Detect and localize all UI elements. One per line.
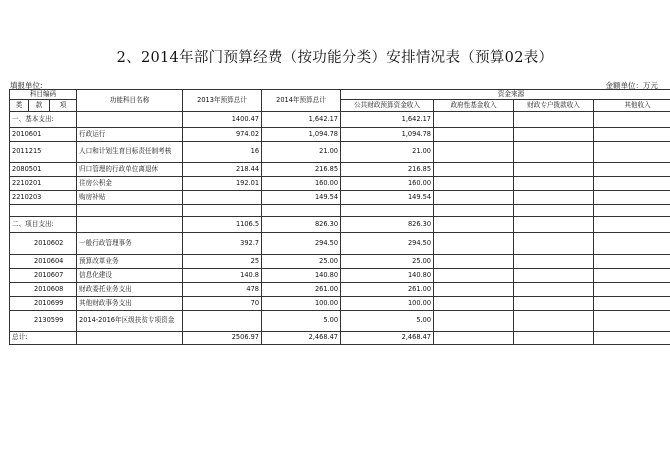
row-2013-total: 70 [183, 297, 262, 311]
row-other-income [594, 283, 670, 297]
table-row [10, 205, 670, 217]
row-public-income: 826.30 [341, 217, 434, 233]
row-2013-total [183, 311, 262, 332]
row-func-name [77, 205, 183, 217]
table-row [10, 297, 670, 311]
row-code [10, 205, 77, 217]
row-gov-fund-income [434, 297, 514, 311]
table-row [10, 142, 670, 163]
header-gov-fund-income: 政府性基金收入 [434, 100, 514, 112]
row-2014-total [262, 205, 341, 217]
row-gov-fund-income [434, 217, 514, 233]
row-other-income [594, 191, 670, 205]
row-special-transfer [514, 128, 594, 142]
row-special-transfer [514, 142, 594, 163]
row-special-transfer [514, 332, 594, 345]
row-2014-total: 1,642.17 [262, 112, 341, 128]
row-2013-total [183, 205, 262, 217]
table-row [10, 283, 670, 297]
row-other-income [594, 177, 670, 191]
row-special-transfer [514, 283, 594, 297]
row-public-income: 25.00 [341, 255, 434, 269]
row-public-income: 100.00 [341, 297, 434, 311]
amount-unit-label: 金额单位：万元 [605, 81, 658, 90]
row-public-income: 160.00 [341, 177, 434, 191]
row-2014-total: 5.00 [262, 311, 341, 332]
row-public-income: 21.00 [341, 142, 434, 163]
row-func-name: 信息化建设 [77, 269, 183, 283]
row-code: 2010604 [10, 255, 77, 269]
table-row [10, 177, 670, 191]
row-code: 2010601 [10, 128, 77, 142]
header-func-name: 功能科目名称 [77, 90, 183, 112]
row-other-income [594, 311, 670, 332]
row-other-income [594, 128, 670, 142]
row-2014-total: 826.30 [262, 217, 341, 233]
row-2014-total: 216.85 [262, 163, 341, 177]
row-gov-fund-income [434, 255, 514, 269]
row-2013-total: 218.44 [183, 163, 262, 177]
table-header [10, 90, 670, 112]
row-code: 2010607 [10, 269, 77, 283]
row-code: 总计: [10, 332, 77, 345]
row-2013-total: 1400.47 [183, 112, 262, 128]
row-2014-total: 294.50 [262, 233, 341, 255]
row-special-transfer [514, 177, 594, 191]
row-other-income [594, 142, 670, 163]
row-other-income [594, 205, 670, 217]
table-row [10, 255, 670, 269]
row-gov-fund-income [434, 311, 514, 332]
row-gov-fund-income [434, 332, 514, 345]
row-2014-total: 140.80 [262, 269, 341, 283]
row-2014-total: 149.54 [262, 191, 341, 205]
header-total-2014: 2014年预算总计 [262, 90, 341, 112]
row-func-name [77, 332, 183, 345]
row-2014-total: 160.00 [262, 177, 341, 191]
row-code: 2011215 [10, 142, 77, 163]
row-public-income: 5.00 [341, 311, 434, 332]
header-public-income: 公共财政预算资金收入 [341, 100, 434, 112]
row-2014-total: 1,094.78 [262, 128, 341, 142]
row-other-income [594, 269, 670, 283]
table-row [10, 332, 670, 345]
table-body [10, 112, 670, 345]
row-2014-total: 2,468.47 [262, 332, 341, 345]
row-public-income: 261.00 [341, 283, 434, 297]
row-public-income: 216.85 [341, 163, 434, 177]
page-title: 2、2014年部门预算经费（按功能分类）安排情况表（预算02表） [116, 50, 554, 66]
row-gov-fund-income [434, 205, 514, 217]
table-row [10, 191, 670, 205]
row-other-income [594, 112, 670, 128]
row-func-name [77, 217, 183, 233]
row-other-income [594, 163, 670, 177]
header-total-2013: 2013年预算总计 [183, 90, 262, 112]
table-row [10, 217, 670, 233]
row-2013-total: 140.8 [183, 269, 262, 283]
row-2013-total: 392.7 [183, 233, 262, 255]
row-2013-total: 25 [183, 255, 262, 269]
header-lei: 类 [10, 100, 29, 112]
row-special-transfer [514, 255, 594, 269]
row-func-name: 行政运行 [77, 128, 183, 142]
row-gov-fund-income [434, 269, 514, 283]
table-row [10, 112, 670, 128]
filler-unit-label: 填报单位: [10, 81, 43, 90]
row-gov-fund-income [434, 233, 514, 255]
row-other-income [594, 255, 670, 269]
header-fund-source: 资金来源 [341, 90, 670, 100]
row-func-name: 其他财政事务支出 [77, 297, 183, 311]
table-row [10, 233, 670, 255]
row-2013-total: 1106.5 [183, 217, 262, 233]
row-special-transfer [514, 205, 594, 217]
row-code: 2010608 [10, 283, 77, 297]
row-2014-total: 25.00 [262, 255, 341, 269]
row-special-transfer [514, 163, 594, 177]
row-other-income [594, 332, 670, 345]
row-func-name [77, 112, 183, 128]
row-2013-total: 192.01 [183, 177, 262, 191]
table-row [10, 311, 670, 332]
row-func-name: 预算改革业务 [77, 255, 183, 269]
row-public-income: 140.80 [341, 269, 434, 283]
row-code: 2080501 [10, 163, 77, 177]
row-code: 二、项目支出: [10, 217, 77, 233]
row-gov-fund-income [434, 177, 514, 191]
table-row [10, 128, 670, 142]
row-func-name: 购房补贴 [77, 191, 183, 205]
row-gov-fund-income [434, 163, 514, 177]
row-2014-total: 261.00 [262, 283, 341, 297]
row-code: 2010699 [10, 297, 77, 311]
row-other-income [594, 233, 670, 255]
header-special-transfer: 财政专户拨款收入 [514, 100, 594, 112]
row-special-transfer [514, 233, 594, 255]
table-row [10, 163, 670, 177]
row-gov-fund-income [434, 112, 514, 128]
row-special-transfer [514, 297, 594, 311]
row-2014-total: 21.00 [262, 142, 341, 163]
row-func-name: 2014-2016年区级扶贫专项资金 [77, 311, 183, 332]
row-code: 2210203 [10, 191, 77, 205]
header-xiang: 项 [50, 100, 77, 112]
row-code: 2010602 [10, 233, 77, 255]
row-special-transfer [514, 269, 594, 283]
row-public-income: 149.54 [341, 191, 434, 205]
row-code: 2130599 [10, 311, 77, 332]
row-2013-total: 974.02 [183, 128, 262, 142]
row-2013-total: 478 [183, 283, 262, 297]
row-public-income [341, 205, 434, 217]
row-gov-fund-income [434, 191, 514, 205]
row-2013-total: 16 [183, 142, 262, 163]
row-code: 2210201 [10, 177, 77, 191]
row-2014-total: 100.00 [262, 297, 341, 311]
row-func-name: 归口管理的行政单位离退休 [77, 163, 183, 177]
row-special-transfer [514, 112, 594, 128]
row-code: 一、基本支出: [10, 112, 77, 128]
row-2013-total: 2506.97 [183, 332, 262, 345]
row-other-income [594, 297, 670, 311]
row-2013-total [183, 191, 262, 205]
row-func-name: 人口和计划生育目标责任制考核 [77, 142, 183, 163]
row-other-income [594, 217, 670, 233]
row-public-income: 1,094.78 [341, 128, 434, 142]
row-public-income: 294.50 [341, 233, 434, 255]
row-func-name: 住房公积金 [77, 177, 183, 191]
row-special-transfer [514, 191, 594, 205]
header-kuan: 款 [29, 100, 50, 112]
header-subject-code: 科目编码 [10, 90, 77, 100]
row-gov-fund-income [434, 128, 514, 142]
row-func-name: 财政委托业务支出 [77, 283, 183, 297]
row-gov-fund-income [434, 283, 514, 297]
row-special-transfer [514, 217, 594, 233]
table-row [10, 269, 670, 283]
row-public-income: 2,468.47 [341, 332, 434, 345]
row-special-transfer [514, 311, 594, 332]
row-gov-fund-income [434, 142, 514, 163]
budget-table [9, 89, 670, 345]
row-public-income: 1,642.17 [341, 112, 434, 128]
header-other-income: 其他收入 [594, 100, 670, 112]
row-func-name: 一般行政管理事务 [77, 233, 183, 255]
